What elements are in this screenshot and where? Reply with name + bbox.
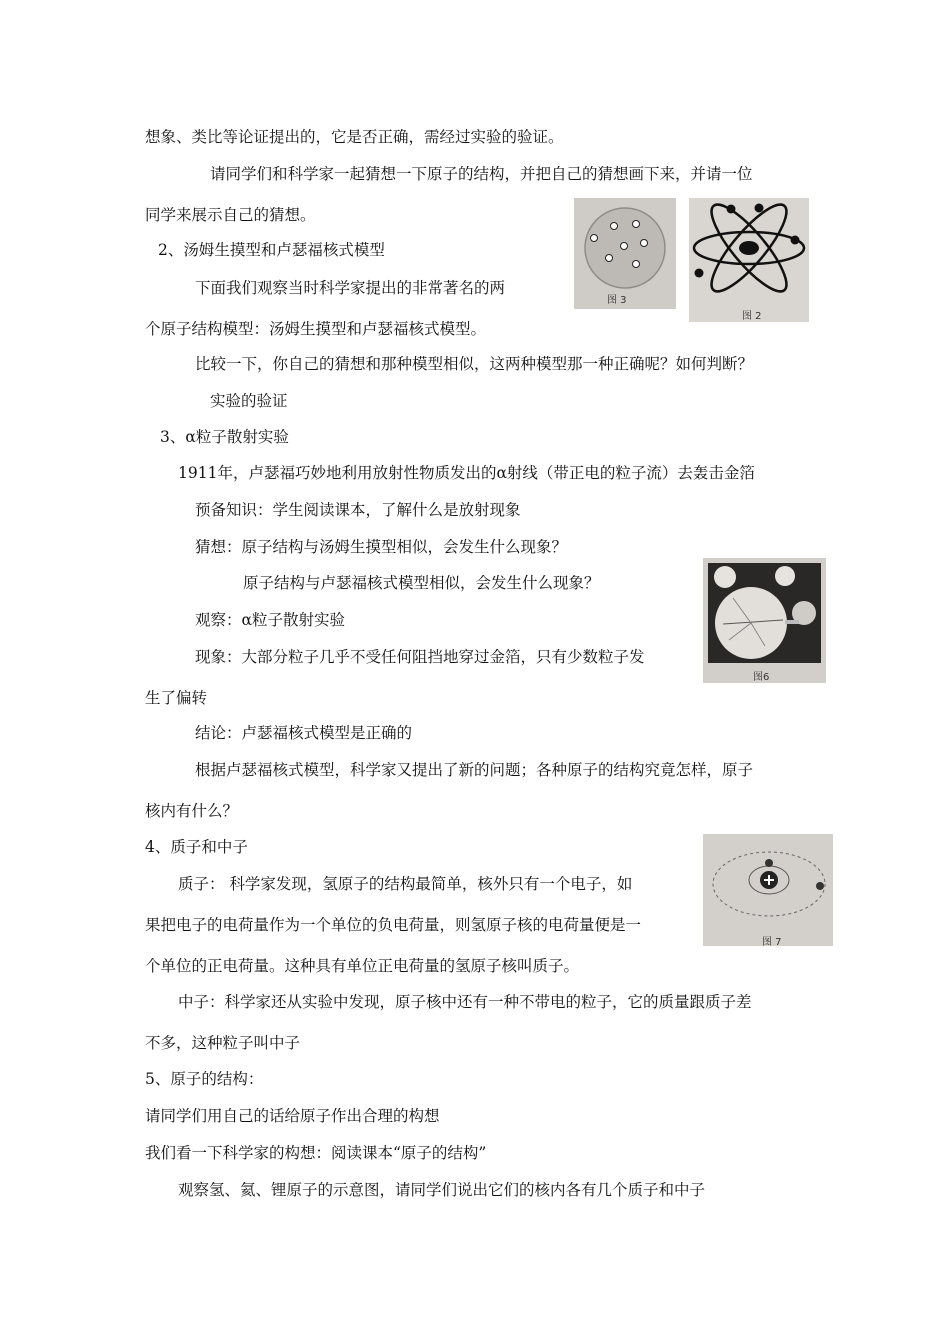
figure-label: 图 2 <box>742 311 762 322</box>
figure-alpha-scattering <box>703 558 826 683</box>
text-line: 生了偏转 <box>145 689 208 707</box>
section-heading: 2、汤姆生摸型和卢瑟福核式模型 <box>158 241 385 259</box>
text-line: 根据卢瑟福核式模型，科学家又提出了新的问题；各种原子的结构究竟怎样，原子 <box>195 761 754 779</box>
section-heading: 3、α粒子散射实验 <box>160 428 289 446</box>
figure-hydrogen-atom <box>703 834 833 946</box>
text-line: 观察氢、氦、锂原子的示意图，请同学们说出它们的核内各有几个质子和中子 <box>178 1181 706 1199</box>
hydrogen-atom-image <box>703 834 833 946</box>
text-line: 猜想：原子结构与汤姆生摸型相似，会发生什么现象？ <box>195 538 568 556</box>
figure-label: 图6 <box>753 672 770 683</box>
text-line: 个单位的正电荷量。这种具有单位正电荷量的氢原子核叫质子。 <box>145 957 580 975</box>
text-line: 想象、类比等论证提出的，它是否正确，需经过实验的验证。 <box>145 128 564 146</box>
text-line: 观察：α粒子散射实验 <box>195 611 345 629</box>
text-line: 原子结构与卢瑟福核式模型相似，会发生什么现象？ <box>243 574 600 592</box>
text-line: 核内有什么？ <box>145 802 239 820</box>
figure-label: 图 3 <box>607 295 627 306</box>
text-line: 下面我们观察当时科学家提出的非常著名的两 <box>195 279 506 297</box>
text-line: 1911年，卢瑟福巧妙地利用放射性物质发出的α射线（带正电的粒子流）去轰击金箔 <box>178 464 755 482</box>
text-line: 我们看一下科学家的构想：阅读课本“原子的结构” <box>145 1144 487 1162</box>
text-line: 同学来展示自己的猜想。 <box>145 206 316 224</box>
section-heading: 4、质子和中子 <box>145 838 248 856</box>
text-line: 现象：大部分粒子几乎不受任何阻挡地穿过金箔，只有少数粒子发 <box>195 648 645 666</box>
alpha-scattering-image <box>703 558 826 683</box>
rutherford-model-image <box>689 198 809 322</box>
text-line: 果把电子的电荷量作为一个单位的负电荷量，则氢原子核的电荷量便是一 <box>145 916 642 934</box>
figure-thomson-model <box>574 198 676 309</box>
text-line: 个原子结构模型：汤姆生摸型和卢瑟福核式模型。 <box>145 320 487 338</box>
text-line: 请同学们和科学家一起猜想一下原子的结构，并把自己的猜想画下来，并请一位 <box>210 165 753 183</box>
text-line: 实验的验证 <box>210 392 288 410</box>
text-line: 不多，这种粒子叫中子 <box>145 1034 301 1052</box>
figure-label: 图 7 <box>762 937 782 946</box>
text-line: 预备知识：学生阅读课本，了解什么是放射现象 <box>195 501 521 519</box>
text-line: 结论：卢瑟福核式模型是正确的 <box>195 724 413 742</box>
section-heading: 5、原子的结构： <box>145 1070 264 1088</box>
text-line: 中子：科学家还从实验中发现，原子核中还有一种不带电的粒子，它的质量跟质子差 <box>178 993 752 1011</box>
text-line: 质子： 科学家发现，氢原子的结构最简单，核外只有一个电子，如 <box>178 875 633 893</box>
figure-rutherford-model <box>689 198 809 322</box>
text-line: 请同学们用自己的话给原子作出合理的构想 <box>145 1107 440 1125</box>
text-line: 比较一下，你自己的猜想和那种模型相似，这两种模型那一种正确呢？如何判断？ <box>195 355 754 373</box>
